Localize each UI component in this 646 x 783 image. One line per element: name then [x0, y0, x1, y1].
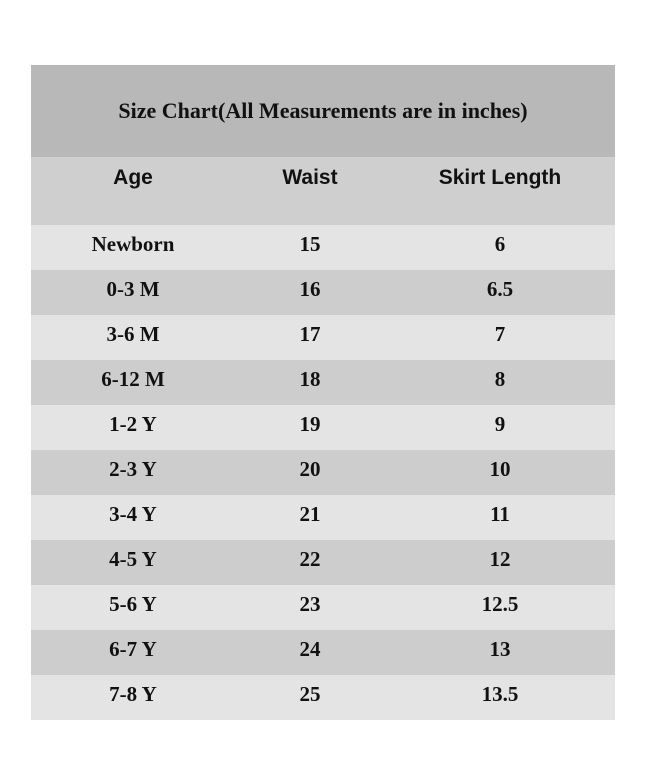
cell-age: 6-7 Y — [109, 637, 157, 661]
cell-waist: 22 — [299, 547, 321, 571]
cell-skirt-length: 8 — [494, 367, 506, 391]
cell-skirt-length: 6.5 — [486, 277, 514, 301]
table-row — [31, 630, 615, 675]
header-waist: Waist — [282, 166, 338, 189]
cell-waist: 24 — [299, 637, 321, 661]
cell-age: 3-6 M — [106, 322, 160, 346]
table-row — [31, 360, 615, 405]
table-row — [31, 585, 615, 630]
cell-age: 5-6 Y — [109, 592, 157, 616]
cell-skirt-length: 13 — [489, 637, 511, 661]
cell-skirt-length: 7 — [494, 322, 506, 346]
cell-waist: 15 — [299, 232, 321, 256]
table-row — [31, 495, 615, 540]
cell-age: 7-8 Y — [109, 682, 157, 706]
cell-waist: 23 — [299, 592, 321, 616]
table-row — [31, 450, 615, 495]
cell-age: 6-12 M — [101, 367, 165, 391]
table-row — [31, 270, 615, 315]
cell-waist: 21 — [299, 502, 321, 526]
table-row — [31, 225, 615, 270]
cell-age: 4-5 Y — [109, 547, 157, 571]
cell-waist: 25 — [299, 682, 321, 706]
cell-skirt-length: 9 — [494, 412, 506, 436]
header-row — [31, 157, 615, 225]
cell-skirt-length: 10 — [489, 457, 511, 481]
table-title: Size Chart(All Measurements are in inches) — [31, 65, 615, 157]
cell-waist: 18 — [299, 367, 321, 391]
cell-age: Newborn — [91, 232, 175, 256]
cell-waist: 19 — [299, 412, 321, 436]
header-age: Age — [113, 166, 153, 189]
header-skirt-length: Skirt Length — [438, 166, 562, 189]
cell-skirt-length: 11 — [490, 502, 510, 526]
size-chart-table — [31, 65, 615, 720]
table-row — [31, 405, 615, 450]
cell-skirt-length: 12.5 — [481, 592, 519, 616]
cell-waist: 16 — [299, 277, 321, 301]
cell-waist: 20 — [299, 457, 321, 481]
cell-age: 2-3 Y — [109, 457, 157, 481]
cell-waist: 17 — [299, 322, 321, 346]
table-row — [31, 315, 615, 360]
table-row — [31, 540, 615, 585]
cell-age: 3-4 Y — [109, 502, 157, 526]
cell-age: 0-3 M — [106, 277, 160, 301]
cell-skirt-length: 6 — [494, 232, 506, 256]
cell-age: 1-2 Y — [109, 412, 157, 436]
cell-skirt-length: 13.5 — [481, 682, 519, 706]
cell-skirt-length: 12 — [489, 547, 511, 571]
table-row — [31, 675, 615, 720]
